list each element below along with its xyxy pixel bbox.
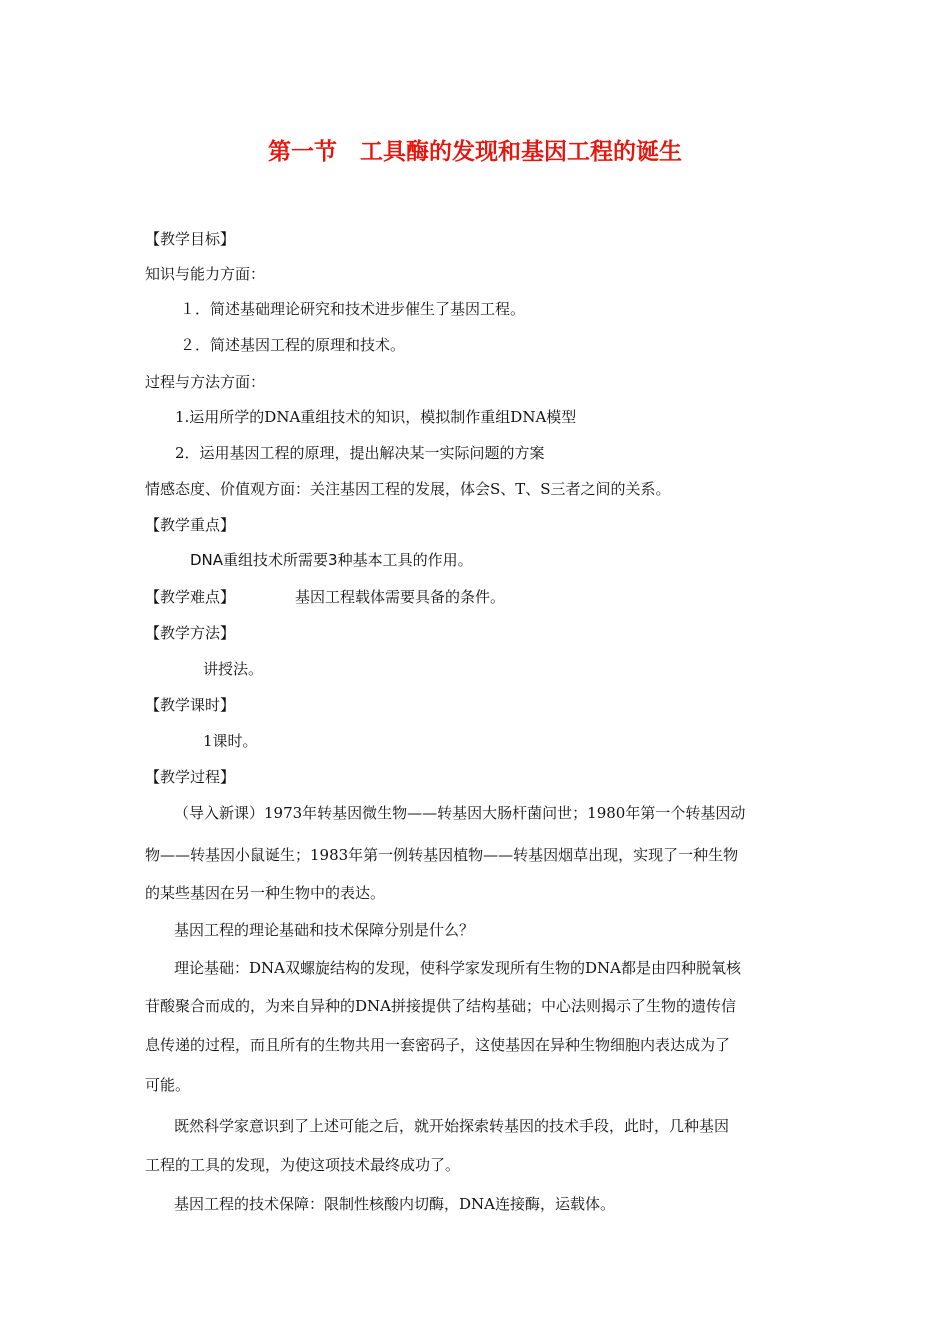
objective-item: １．简述基础理论研究和技术进步催生了基因工程。 bbox=[180, 300, 526, 318]
document-title: 第一节 工具酶的发现和基因工程的诞生 bbox=[268, 139, 682, 165]
heading-teaching-difficulty: 【教学难点】 bbox=[145, 588, 236, 606]
subheading-attitude-values: 情感态度、价值观方面：关注基因工程的发展，体会S、T、S三者之间的关系。 bbox=[145, 480, 671, 498]
objective-item: ２．简述基因工程的原理和技术。 bbox=[180, 336, 406, 354]
body-paragraph-line: （导入新课）1973年转基因微生物——转基因大肠杆菌问世；1980年第一个转基因动 bbox=[174, 804, 746, 822]
body-paragraph-line: 基因工程的理论基础和技术保障分别是什么？ bbox=[174, 921, 475, 939]
body-paragraph-line: 息传递的过程，而且所有的生物共用一套密码子，这使基因在异种生物细胞内表达成为了 bbox=[145, 1036, 731, 1054]
body-paragraph-line: 基因工程的技术保障：限制性核酸内切酶，DNA连接酶，运载体。 bbox=[174, 1195, 615, 1213]
heading-teaching-focus: 【教学重点】 bbox=[145, 516, 236, 534]
class-hours-text: 1课时。 bbox=[203, 732, 258, 750]
body-paragraph-line: 既然科学家意识到了上述可能之后，就开始探索转基因的技术手段，此时，几种基因 bbox=[174, 1117, 730, 1135]
subheading-process-method: 过程与方法方面： bbox=[145, 373, 266, 391]
body-paragraph-line: 苷酸聚合而成的，为来自异种的DNA拼接提供了结构基础；中心法则揭示了生物的遗传信 bbox=[145, 997, 736, 1015]
body-paragraph-line: 的某些基因在另一种生物中的表达。 bbox=[145, 884, 386, 902]
body-paragraph-line: 工程的工具的发现，为使这项技术最终成功了。 bbox=[145, 1156, 461, 1174]
subheading-knowledge-ability: 知识与能力方面： bbox=[145, 265, 266, 283]
heading-teaching-objectives: 【教学目标】 bbox=[145, 230, 236, 248]
heading-teaching-process: 【教学过程】 bbox=[145, 768, 236, 786]
teaching-difficulty-text: 基因工程载体需要具备的条件。 bbox=[295, 588, 506, 606]
body-paragraph-line: 物——转基因小鼠诞生；1983年第一例转基因植物——转基因烟草出现，实现了一种生物 bbox=[145, 846, 739, 864]
body-paragraph-line: 可能。 bbox=[145, 1076, 191, 1094]
teaching-method-text: 讲授法。 bbox=[203, 660, 264, 678]
objective-item: 1.运用所学的DNA重组技术的知识，模拟制作重组DNA模型 bbox=[175, 408, 577, 426]
teaching-focus-text: DNA重组技术所需要3种基本工具的作用。 bbox=[190, 551, 473, 569]
objective-item: 2．运用基因工程的原理，提出解决某一实际问题的方案 bbox=[175, 444, 545, 462]
heading-class-hours: 【教学课时】 bbox=[145, 696, 236, 714]
heading-teaching-method: 【教学方法】 bbox=[145, 624, 236, 642]
body-paragraph-line: 理论基础：DNA双螺旋结构的发现，使科学家发现所有生物的DNA都是由四种脱氧核 bbox=[174, 959, 741, 977]
